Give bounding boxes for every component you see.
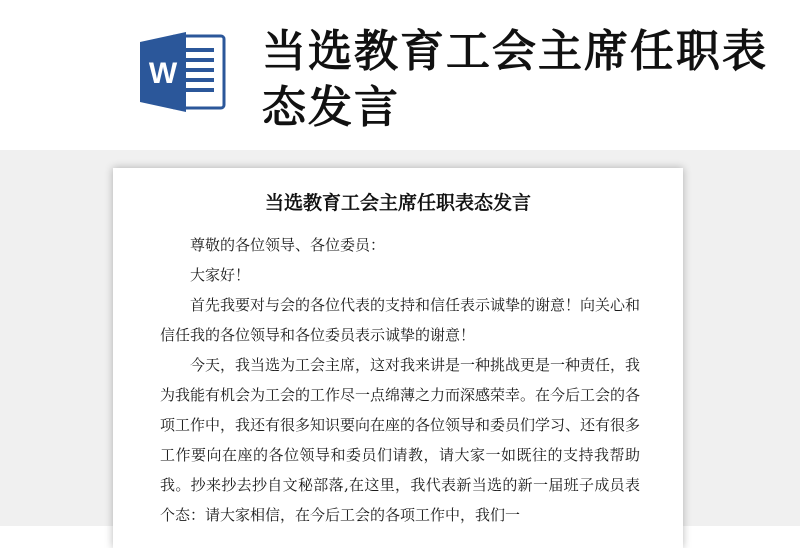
document-title: 当选教育工会主席任职表态发言	[264, 192, 531, 214]
page-title: 当选教育工会主席任职表态发言	[262, 26, 768, 133]
word-logo-letter: W	[148, 57, 178, 90]
document-page	[113, 168, 683, 548]
paragraph-main: 今天，我当选为工会主席，这对我来讲是一种挑战更是一种责任，我为我能有机会为工会的工作尽一点绵薄之力而深感荣幸。在今后工会的各项工作中，我还有很多知识要向在座的各位领导和委员们学习、还有很多工作要向在座的各位领导和委员们请教，请大家一如既往的支持我帮助我。抄来抄去抄自文秘部落,在这里，我代表新当选的新一届班子成员表个态：请大家相信，在今后工会的各项工作中，我们一	[160, 356, 641, 524]
word-document-icon	[138, 30, 230, 114]
document-body	[160, 230, 640, 530]
paragraph-thanks: 首先我要对与会的各位代表的支持和信任表示诚挚的谢意！向关心和信任我的各位领导和各位委员表示诚挚的谢意！	[160, 296, 641, 344]
salutation: 尊敬的各位领导、各位委员：	[190, 236, 386, 254]
header-band	[0, 0, 800, 150]
greeting: 大家好！	[190, 266, 251, 284]
